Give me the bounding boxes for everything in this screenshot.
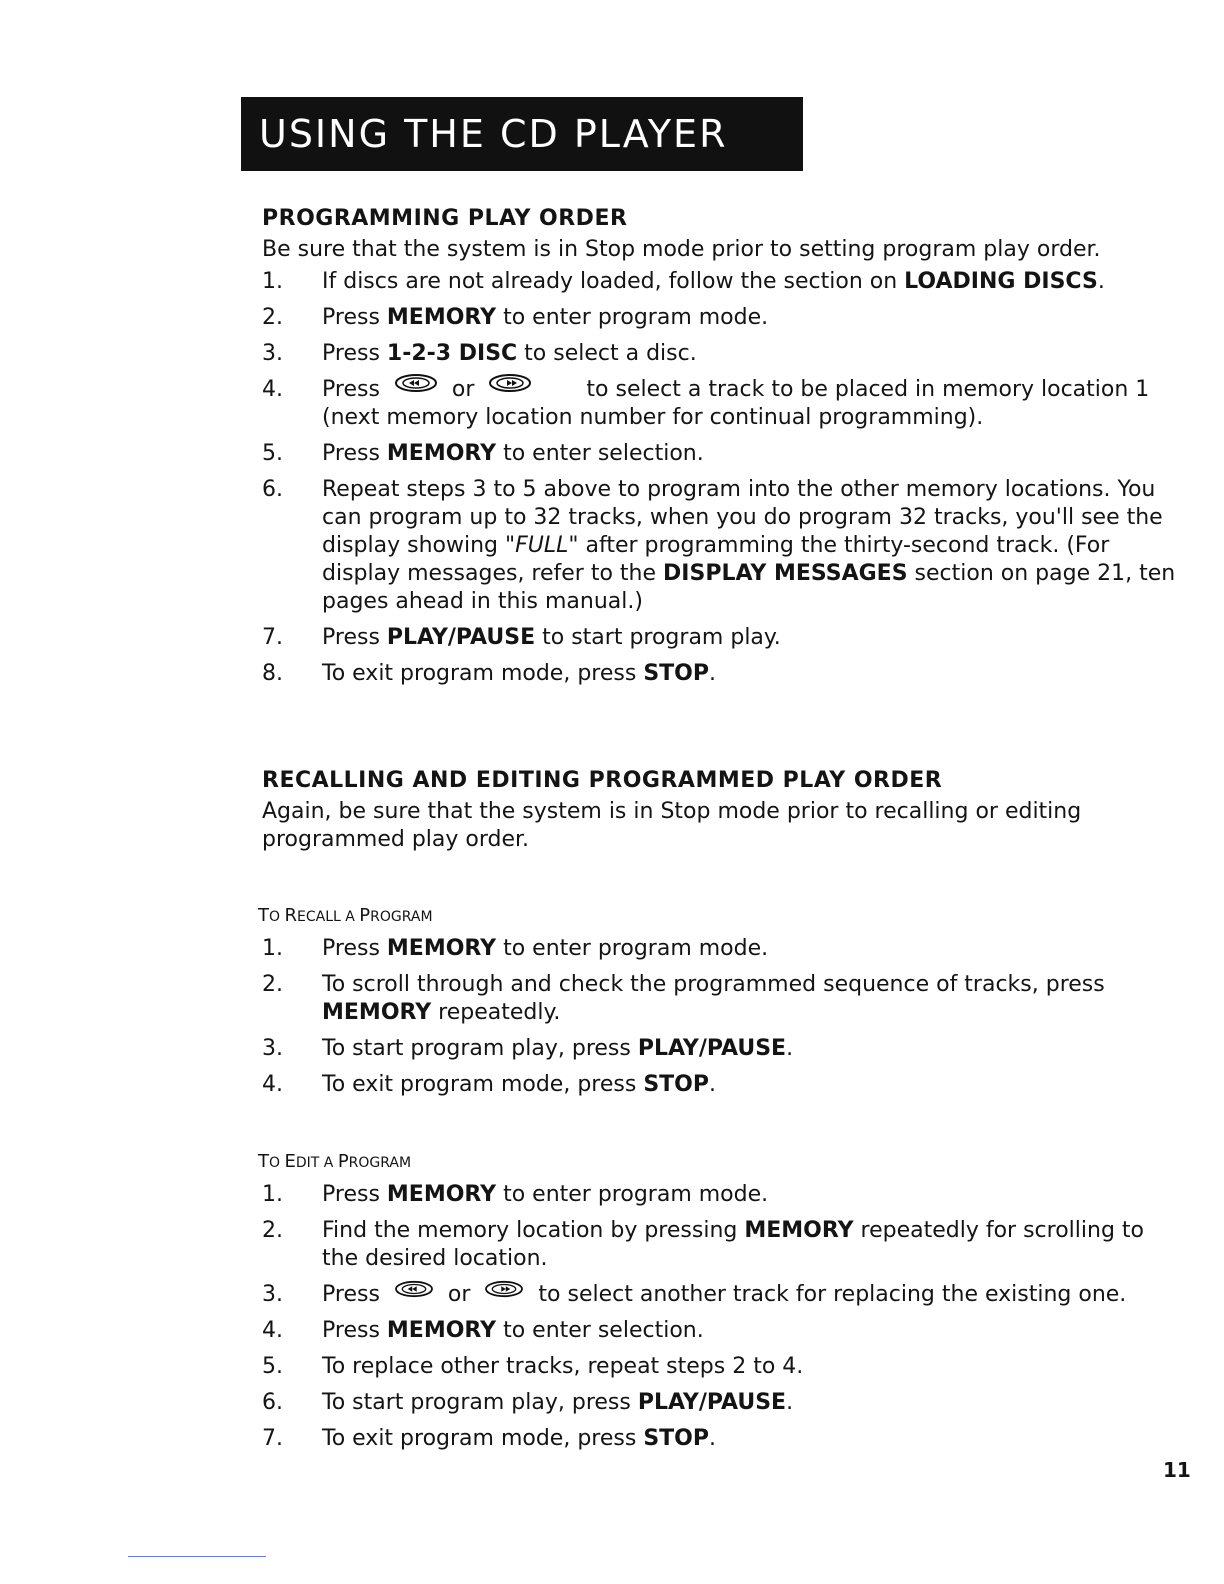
step-keyword: PLAY/PAUSE [637, 1036, 787, 1061]
step-keyword: PLAY/PAUSE [386, 625, 536, 650]
step-text: Press [322, 377, 380, 402]
step-text: Press [322, 1182, 387, 1207]
step-item [262, 1217, 1176, 1273]
recall-subheading: TO RECALL A PROGRAM [258, 905, 433, 926]
step-number: 5. [262, 1354, 283, 1379]
step-text-end: to select a track to be placed in memory location 1 (next memory location number for continual programming). [322, 377, 1150, 430]
step-text-end: to enter selection. [496, 441, 704, 466]
step-number: 1. [262, 1182, 283, 1207]
recalling-heading: RECALLING AND EDITING PROGRAMMED PLAY ORDER [262, 768, 943, 793]
step-text-end: . [709, 661, 716, 686]
step-item [262, 268, 1176, 296]
programming-steps [262, 268, 1176, 688]
step-item [262, 376, 1176, 432]
step-item [262, 1035, 1176, 1063]
step-text: Repeat steps 3 to 5 above to program into the other memory locations. You can program up to 32 tracks, when you do program 32 tracks, you'll see the display showing [322, 477, 1163, 558]
step-number: 3. [262, 1282, 283, 1307]
step-number: 8. [262, 661, 283, 686]
step-text-end: to enter selection. [496, 1318, 704, 1343]
page-banner-title: USING THE CD PLAYER [241, 97, 803, 171]
step-number: 2. [262, 305, 283, 330]
step-keyword: STOP [643, 1072, 709, 1097]
step-or: or [447, 1282, 471, 1307]
step-text-end: . [786, 1390, 794, 1415]
step-or: or [451, 377, 475, 402]
recall-program-section [258, 904, 1176, 1107]
step-keyword: MEMORY [386, 1182, 497, 1207]
step-text-end: repeatedly for scrolling to the desired location. [322, 1218, 1144, 1271]
step-number: 4. [262, 1072, 283, 1097]
step-text: If discs are not already loaded, follow the section on [322, 269, 905, 294]
step-keyword: MEMORY [386, 936, 497, 961]
step-number: 5. [262, 441, 283, 466]
step-item [262, 1353, 1176, 1381]
step-keyword: MEMORY [386, 441, 497, 466]
step-text-end: . [709, 1426, 716, 1451]
step-text-end: to select another track for replacing the existing one. [538, 1282, 1127, 1307]
skip-forward-button-icon [484, 1278, 524, 1306]
step-keyword: MEMORY [322, 1000, 432, 1025]
step-text: Press [322, 305, 387, 330]
step-keyword: LOADING DISCS [904, 269, 1098, 294]
step-text-end: to select a disc. [517, 341, 697, 366]
step-keyword: 1-2-3 DISC [386, 341, 518, 366]
step-number: 4. [262, 1318, 283, 1343]
step-text-end: repeatedly. [431, 1000, 561, 1025]
step-text: To scroll through and check the programmed sequence of tracks, press [322, 972, 1105, 997]
step-text-end: to enter program mode. [496, 936, 769, 961]
programming-heading: PROGRAMMING PLAY ORDER [262, 206, 628, 231]
programming-intro: Be sure that the system is in Stop mode prior to setting program play order. [262, 237, 1101, 262]
step-keyword: MEMORY [386, 305, 497, 330]
step-text-end: section on page 21, ten pages ahead in this manual.) [322, 561, 1176, 614]
step-keyword: DISPLAY MESSAGES [663, 561, 908, 586]
edit-program-section [258, 1150, 1176, 1461]
step-item [262, 304, 1176, 332]
step-number: 3. [262, 341, 283, 366]
step-keyword: MEMORY [744, 1218, 854, 1243]
page-number: 11 [1163, 1458, 1191, 1482]
step-text: To start program play, press [322, 1036, 638, 1061]
step-text-end: . [709, 1072, 716, 1097]
step-text-end: . [786, 1036, 794, 1061]
step-keyword: STOP [643, 661, 709, 686]
step-text: To replace other tracks, repeat steps 2 to 4. [322, 1354, 804, 1379]
step-item [262, 971, 1176, 1027]
step-item [262, 624, 1176, 652]
step-text: Find the memory location by pressing [322, 1218, 745, 1243]
skip-forward-button-icon [488, 373, 532, 401]
bottom-rule [128, 1556, 266, 1557]
step-text: Press [322, 1282, 380, 1307]
step-number: 2. [262, 972, 283, 997]
step-item [262, 935, 1176, 963]
step-text: To exit program mode, press [322, 1426, 644, 1451]
recalling-intro: Again, be sure that the system is in Stop mode prior to recalling or editing programmed play order. [262, 799, 1082, 852]
step-text: Press [322, 441, 387, 466]
step-text-end: to enter program mode. [496, 305, 769, 330]
step-text-end: . [1097, 269, 1105, 294]
skip-back-button-icon [394, 1278, 434, 1306]
step-text: To start program play, press [322, 1390, 638, 1415]
step-item [262, 1281, 1176, 1309]
step-text: To exit program mode, press [322, 1072, 644, 1097]
edit-subheading: TO EDIT A PROGRAM [258, 1151, 412, 1172]
step-item [262, 1317, 1176, 1345]
step-number: 6. [262, 477, 283, 502]
step-text: Press [322, 936, 387, 961]
step-number: 4. [262, 377, 283, 402]
step-text-end: to start program play. [535, 625, 781, 650]
step-text: Press [322, 625, 387, 650]
step-item [262, 1071, 1176, 1099]
step-number: 3. [262, 1036, 283, 1061]
step-display-text: "FULL" [504, 533, 579, 558]
edit-steps [262, 1181, 1176, 1453]
step-item [262, 340, 1176, 368]
recalling-section [262, 766, 1176, 858]
step-keyword: PLAY/PAUSE [637, 1390, 787, 1415]
step-item [262, 476, 1176, 616]
recall-steps [262, 935, 1176, 1099]
step-keyword: MEMORY [386, 1318, 497, 1343]
step-number: 2. [262, 1218, 283, 1243]
step-number: 6. [262, 1390, 283, 1415]
programming-section [262, 204, 1176, 696]
skip-back-button-icon [394, 373, 438, 401]
step-text-end: to enter program mode. [496, 1182, 769, 1207]
step-number: 7. [262, 625, 283, 650]
step-item [262, 660, 1176, 688]
step-keyword: STOP [643, 1426, 709, 1451]
step-item [262, 1425, 1176, 1453]
step-number: 1. [262, 269, 283, 294]
step-number: 1. [262, 936, 283, 961]
step-text: To exit program mode, press [322, 661, 644, 686]
step-item [262, 440, 1176, 468]
step-item [262, 1389, 1176, 1417]
step-text: Press [322, 1318, 387, 1343]
step-item [262, 1181, 1176, 1209]
step-text-mid: after programming the thirty-second track. (For display messages, refer to the [322, 533, 1110, 586]
step-text: Press [322, 341, 387, 366]
step-number: 7. [262, 1426, 283, 1451]
